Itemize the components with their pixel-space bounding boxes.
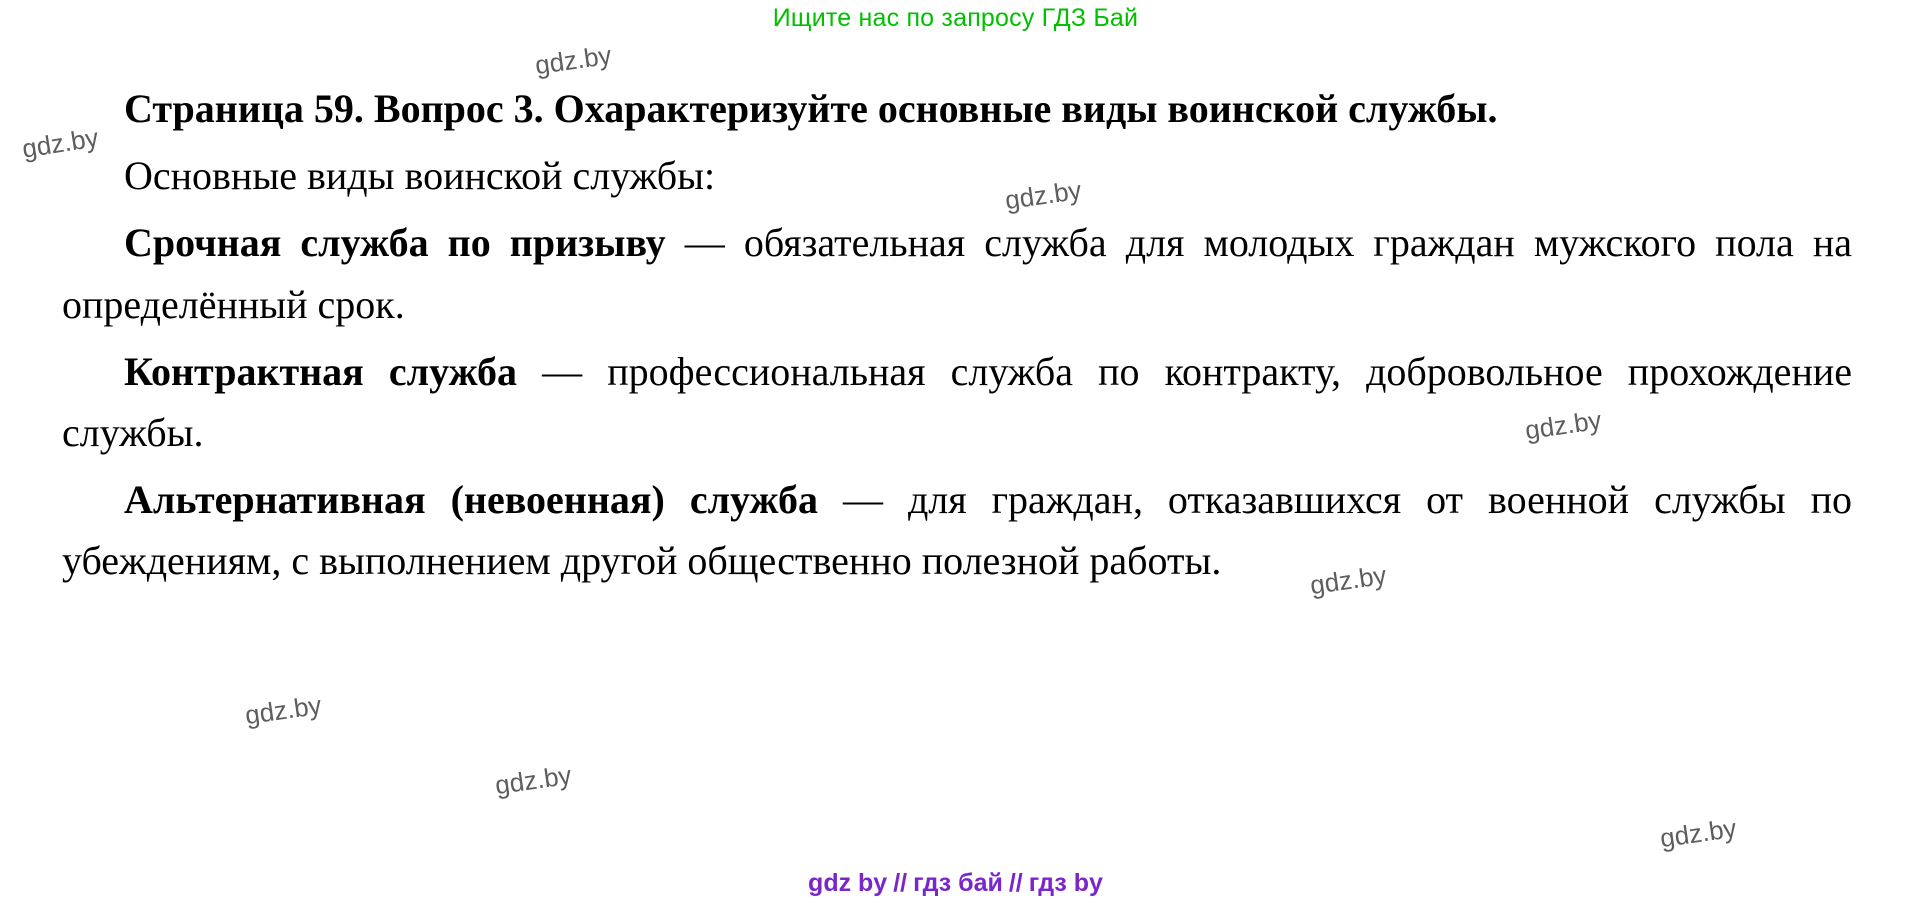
dash-1: — xyxy=(684,220,725,266)
service-definition-3: для граждан, отказавшихся от военной службы по убеждениям, с выполнением другой общественно полезной работы. xyxy=(62,477,1852,584)
watermark: gdz.by xyxy=(1523,404,1604,446)
document-body xyxy=(62,78,1852,592)
service-item-3 xyxy=(62,469,1852,591)
service-term-1: Срочная служба по призыву xyxy=(124,220,666,266)
footer-separator-1: // xyxy=(893,869,908,897)
answer-intro xyxy=(62,145,1852,206)
watermark: gdz.by xyxy=(1308,559,1389,601)
service-item-2 xyxy=(62,341,1852,463)
watermark: gdz.by xyxy=(20,122,101,164)
service-item-1 xyxy=(62,212,1852,334)
watermark: gdz.by xyxy=(1658,812,1739,854)
promo-banner: Ищите нас по запросу ГДЗ Бай xyxy=(772,4,1139,32)
watermark: gdz.by xyxy=(243,689,324,731)
footer-item-3: гдз by xyxy=(1028,869,1103,897)
footer-links xyxy=(0,869,1911,898)
footer-separator-2: // xyxy=(1008,869,1023,897)
watermark: gdz.by xyxy=(493,759,574,801)
question-heading xyxy=(62,78,1852,139)
watermark: gdz.by xyxy=(533,39,614,81)
dash-2: — xyxy=(542,348,583,394)
service-term-2: Контрактная служба xyxy=(124,348,518,394)
watermark: gdz.by xyxy=(1003,174,1084,216)
footer-item-1: gdz by xyxy=(808,869,888,897)
question-heading-text: Страница 59. Вопрос 3. Охарактеризуйте основные виды воинской службы. xyxy=(124,86,1498,131)
service-term-3: Альтернативная (невоенная) служба xyxy=(124,477,818,523)
footer-item-2: гдз бай xyxy=(913,869,1003,897)
service-definition-2: профессиональная служба по контракту, добровольное прохождение службы. xyxy=(62,348,1853,455)
dash-3: — xyxy=(842,477,883,523)
answer-intro-text: Основные виды воинской службы: xyxy=(124,153,716,199)
service-definition-1: обязательная служба для молодых граждан мужского пола на определённый срок. xyxy=(62,220,1853,327)
